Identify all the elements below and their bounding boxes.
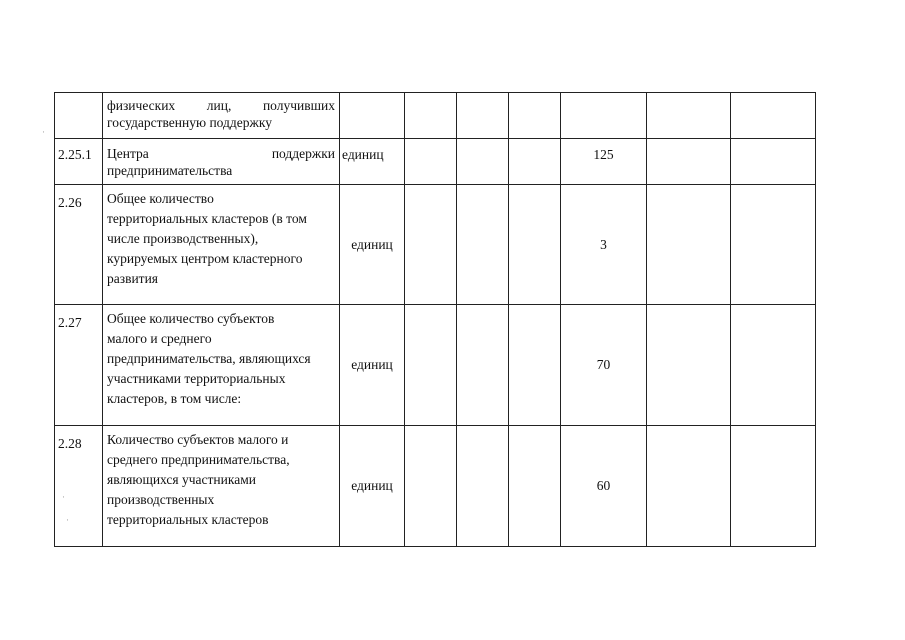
indicator-name-line: малого и среднего <box>107 331 212 346</box>
empty-cell <box>405 426 457 547</box>
value-cell: 3 <box>561 185 647 305</box>
indicator-name-line: Общее количество <box>107 191 214 206</box>
indicator-name-line: предпринимательства <box>107 163 233 178</box>
empty-cell <box>731 185 816 305</box>
unit-cell: единиц <box>340 139 405 185</box>
indicator-name-cell <box>103 426 340 547</box>
row-number-cell: 2.25.1 <box>55 139 103 185</box>
empty-cell <box>405 139 457 185</box>
indicator-table <box>54 92 816 547</box>
row-number-cell: 2.26 <box>55 185 103 305</box>
empty-cell <box>731 93 816 139</box>
empty-cell <box>457 185 509 305</box>
unit-cell: единиц <box>340 305 405 426</box>
indicator-name-line: физических лиц, получивших <box>107 98 335 113</box>
indicator-name-line: производственных <box>107 492 215 507</box>
empty-cell <box>731 139 816 185</box>
empty-cell <box>509 305 561 426</box>
table-row <box>55 305 816 426</box>
indicator-name-cell <box>103 305 340 426</box>
indicator-name-line: кластеров, в том числе: <box>107 391 242 406</box>
indicator-name-line: развития <box>107 271 159 286</box>
empty-cell <box>731 305 816 426</box>
unit-cell: единиц <box>340 426 405 547</box>
empty-cell <box>647 139 731 185</box>
empty-cell <box>405 305 457 426</box>
table-row <box>55 93 816 139</box>
value-cell: 60 <box>561 426 647 547</box>
scan-speck-mark: · <box>66 515 69 525</box>
empty-cell <box>509 93 561 139</box>
empty-cell <box>457 305 509 426</box>
indicator-name-line: государственную поддержку <box>107 115 272 130</box>
empty-cell <box>647 426 731 547</box>
empty-cell <box>457 139 509 185</box>
empty-cell <box>731 426 816 547</box>
row-number-cell: 2.28 <box>55 426 103 547</box>
indicator-name-line: курируемых центром кластерного <box>107 251 303 266</box>
empty-cell <box>509 139 561 185</box>
value-cell: 70 <box>561 305 647 426</box>
empty-cell <box>647 93 731 139</box>
indicator-name-line: среднего предпринимательства, <box>107 452 290 467</box>
indicator-name-line: числе производственных), <box>107 231 259 246</box>
indicator-name-line: Количество субъектов малого и <box>107 432 289 447</box>
empty-cell <box>457 426 509 547</box>
indicator-name-line: являющихся участниками <box>107 472 256 487</box>
row-number-cell <box>55 93 103 139</box>
table-row <box>55 426 816 547</box>
value-cell <box>561 93 647 139</box>
indicator-name-line: Общее количество субъектов <box>107 311 275 326</box>
empty-cell <box>457 93 509 139</box>
scan-speck-mark: · <box>62 492 65 502</box>
unit-cell <box>340 93 405 139</box>
empty-cell <box>647 305 731 426</box>
indicator-name-cell <box>103 139 340 185</box>
indicator-name-cell <box>103 185 340 305</box>
indicator-name-line: Центра поддержки <box>107 146 335 161</box>
indicator-name-line: предпринимательства, являющихся <box>107 351 311 366</box>
empty-cell <box>405 93 457 139</box>
table-row <box>55 185 816 305</box>
indicator-name-line: территориальных кластеров (в том <box>107 211 307 226</box>
indicator-name-line: участниками территориальных <box>107 371 286 386</box>
empty-cell <box>647 185 731 305</box>
indicator-name-cell <box>103 93 340 139</box>
indicator-name-line: территориальных кластеров <box>107 512 269 527</box>
unit-cell: единиц <box>340 185 405 305</box>
empty-cell <box>509 426 561 547</box>
row-number-cell: 2.27 <box>55 305 103 426</box>
scan-speck-mark: · <box>42 127 45 137</box>
value-cell: 125 <box>561 139 647 185</box>
empty-cell <box>509 185 561 305</box>
empty-cell <box>405 185 457 305</box>
table-row <box>55 139 816 185</box>
